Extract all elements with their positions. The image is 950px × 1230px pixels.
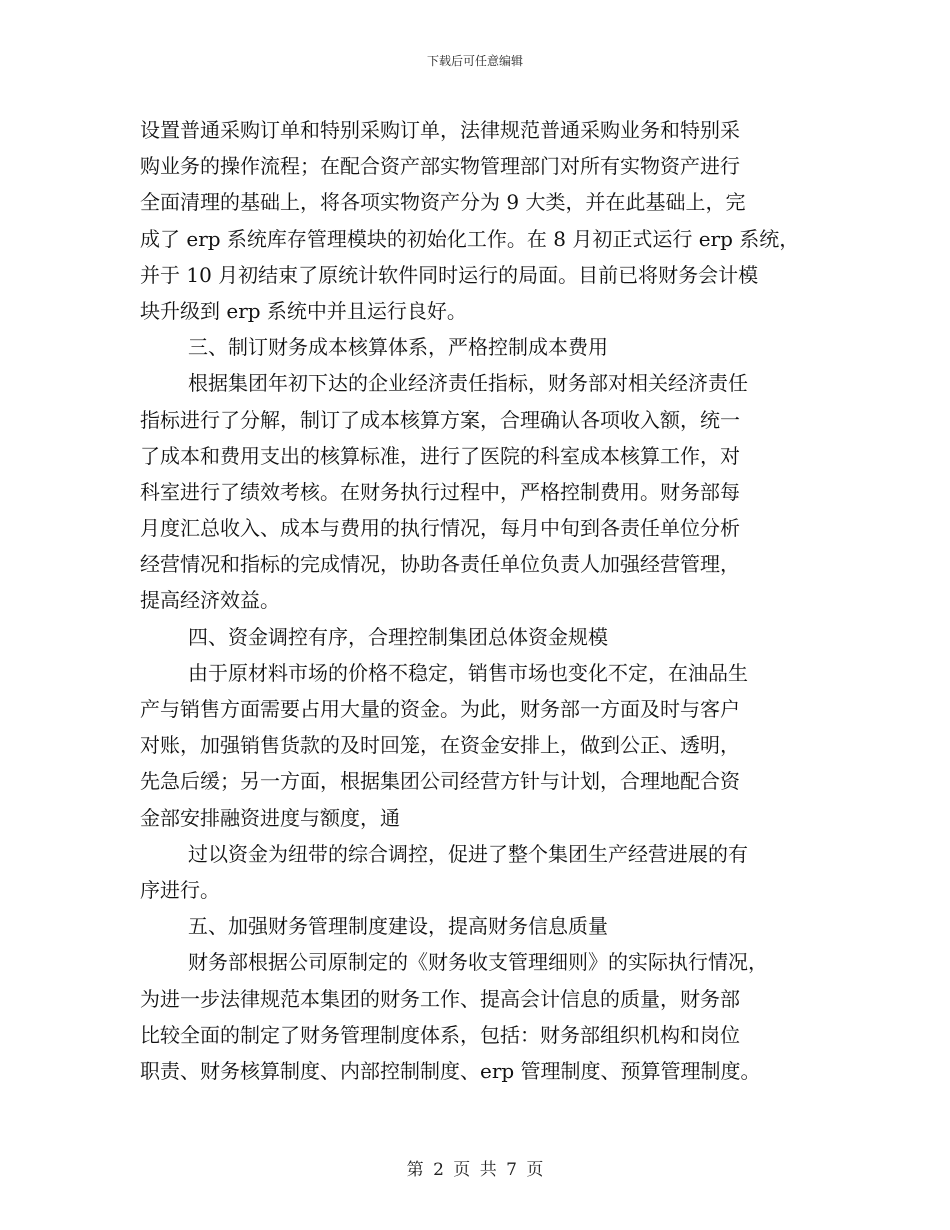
text-line: 对账，加强销售货款的及时回笼，在资金安排上，做到公正、透明，: [140, 733, 740, 758]
text-line: 产与销售方面需要占用大量的资金。为此，财务部一方面及时与客户: [140, 697, 740, 721]
text-line: 三、制订财务成本核算体系，严格控制成本费用: [188, 335, 608, 360]
text-line: 职责、财务核算制度、内部控制制度、erp 管理制度、预算管理制度。: [140, 1058, 761, 1083]
text-line: 并于 10 月初结束了原统计软件同时运行的局面。目前已将财务会计模: [140, 262, 759, 287]
text-line: 四、资金调控有序，合理控制集团总体资金规模: [188, 624, 608, 649]
text-line: 根据集团年初下达的企业经济责任指标，财务部对相关经济责任: [188, 371, 748, 396]
text-line: 全面清理的基础上，将各项实物资产分为 9 大类，并在此基础上，完: [140, 190, 746, 215]
text-line: 金部安排融资进度与额度，通: [140, 805, 400, 830]
text-line: 五、加强财务管理制度建设，提高财务信息质量: [188, 914, 608, 939]
text-line: 设置普通采购订单和特别采购订单，法律规范普通采购业务和特别采: [140, 118, 740, 142]
text-line: 由于原材料市场的价格不稳定，销售市场也变化不定，在油品生: [188, 660, 748, 685]
text-line: 经营情况和指标的完成情况，协助各责任单位负责人加强经营管理，: [140, 552, 740, 577]
page-header: 下载后可任意编辑: [426, 54, 523, 68]
text-line: 先急后缓；另一方面，根据集团公司经营方针与计划，合理地配合资: [140, 769, 740, 794]
text-line: 为进一步法律规范本集团的财务工作、提高会计信息的质量，财务部: [140, 986, 740, 1011]
text-line: 比较全面的制定了财务管理制度体系，包括：财务部组织机构和岗位: [140, 1022, 740, 1047]
text-line: 成了 erp 系统库存管理模块的初始化工作。在 8 月初正式运行 erp 系统，: [140, 226, 800, 251]
page-number: 第 2 页 共 7 页: [406, 1160, 544, 1180]
text-line: 购业务的操作流程；在配合资产部实物管理部门对所有实物资产进行: [140, 154, 740, 179]
text-line: 块升级到 erp 系统中并且运行良好。: [140, 298, 467, 323]
text-line: 财务部根据公司原制定的《财务收支管理细则》的实际执行情况，: [188, 950, 768, 975]
text-line: 过以资金为纽带的综合调控，促进了整个集团生产经营进展的有: [188, 841, 748, 866]
text-line: 了成本和费用支出的核算标准，进行了医院的科室成本核算工作，对: [140, 443, 740, 468]
text-line: 提高经济效益。: [140, 588, 280, 613]
text-line: 科室进行了绩效考核。在财务执行过程中，严格控制费用。财务部每: [140, 479, 740, 504]
document-body: [140, 112, 812, 1089]
text-line: 序进行。: [140, 877, 220, 902]
text-line: 指标进行了分解，制订了成本核算方案，合理确认各项收入额，统一: [140, 407, 740, 432]
text-line: 月度汇总收入、成本与费用的执行情况，每月中旬到各责任单位分析: [140, 516, 740, 541]
